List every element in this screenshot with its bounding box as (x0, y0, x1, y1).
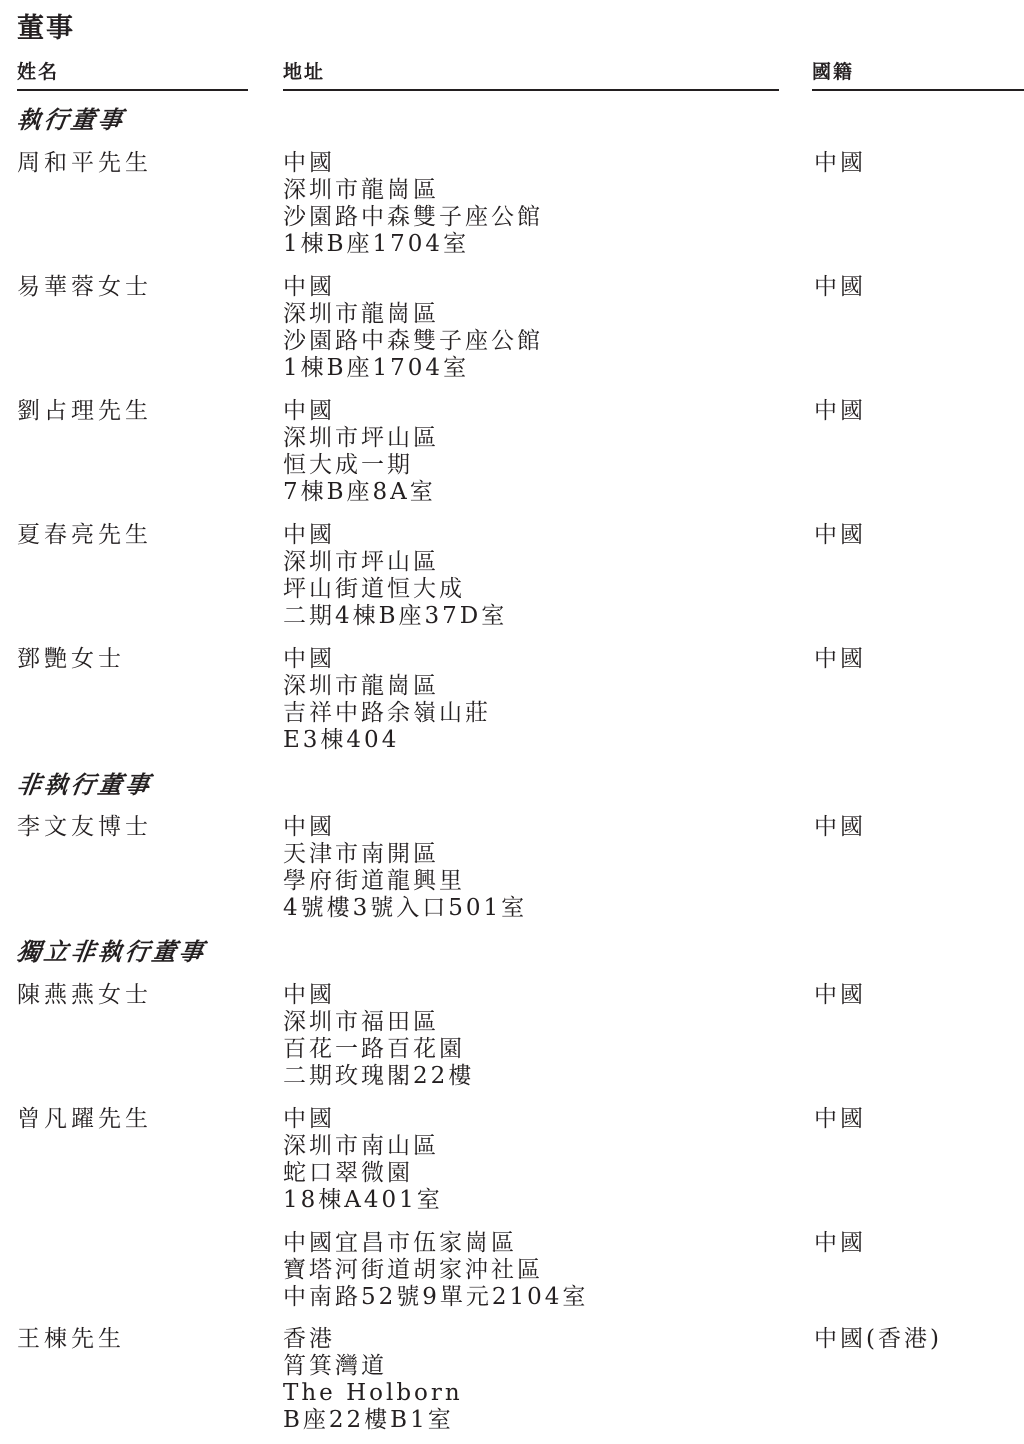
director-name: 曾凡躍先生 (17, 1106, 152, 1132)
address-line: 深圳市福田區 (283, 1009, 439, 1035)
address-line: 沙園路中森雙子座公館 (283, 204, 543, 230)
address-line: E3棟404 (283, 727, 400, 753)
column-header-name: 姓名 (17, 60, 248, 91)
address-line: 恒大成一期 (283, 452, 413, 478)
director-address (283, 150, 543, 258)
address-line: 18棟A401室 (283, 1187, 443, 1213)
director-address (283, 1230, 588, 1311)
address-line: 二期玫瑰閣22樓 (283, 1063, 475, 1089)
address-line: 坪山街道恒大成 (283, 576, 465, 602)
director-address (283, 274, 543, 382)
address-line: 中國 (283, 814, 335, 840)
director-nationality: 中國 (814, 1230, 866, 1256)
director-name: 劉占理先生 (17, 398, 152, 424)
director-address (283, 398, 439, 506)
director-nationality: 中國 (814, 398, 866, 424)
director-nationality: 中國 (814, 1106, 866, 1132)
address-line: 中國 (283, 398, 335, 424)
section-title-non-executive: 非執行董事 (15, 770, 155, 799)
address-line: 寶塔河街道胡家沖社區 (283, 1257, 543, 1283)
director-address (283, 522, 507, 630)
director-nationality: 中國 (814, 646, 866, 672)
address-line: The Holborn (283, 1380, 463, 1406)
address-line: 中國 (283, 274, 335, 300)
address-line: 二期4棟B座37D室 (283, 603, 508, 629)
director-address (283, 1106, 443, 1214)
address-line: 深圳市南山區 (283, 1133, 439, 1159)
address-line: 深圳市坪山區 (283, 425, 439, 451)
page-title: 董事 (17, 13, 75, 44)
address-line: 中南路52號9單元2104室 (283, 1284, 589, 1310)
director-nationality: 中國 (814, 522, 866, 548)
director-nationality: 中國(香港) (814, 1326, 942, 1352)
address-line: 中國 (283, 522, 335, 548)
section-title-independent: 獨立非執行董事 (15, 937, 209, 966)
address-line: 筲箕灣道 (283, 1353, 387, 1379)
address-line: 深圳市坪山區 (283, 549, 439, 575)
address-line: 天津市南開區 (283, 841, 439, 867)
director-name: 鄧艷女士 (17, 646, 125, 672)
column-header-nationality: 國籍 (812, 60, 1024, 91)
address-line: 4號樓3號入口501室 (283, 895, 528, 921)
address-line: B座22樓B1室 (283, 1407, 454, 1433)
director-address (283, 982, 474, 1090)
address-line: 中國宜昌市伍家崗區 (283, 1230, 517, 1256)
address-line: 7棟B座8A室 (283, 479, 436, 505)
address-line: 蛇口翠微園 (283, 1160, 413, 1186)
director-name: 夏春亮先生 (17, 522, 152, 548)
address-line: 百花一路百花園 (283, 1036, 465, 1062)
address-line: 香港 (283, 1326, 335, 1352)
director-name: 易華蓉女士 (17, 274, 152, 300)
director-name: 陳燕燕女士 (17, 982, 152, 1008)
address-line: 深圳市龍崗區 (283, 177, 439, 203)
director-address (283, 814, 527, 922)
director-name: 周和平先生 (17, 150, 152, 176)
address-line: 吉祥中路余嶺山莊 (283, 700, 491, 726)
director-name: 李文友博士 (17, 814, 152, 840)
director-nationality: 中國 (814, 274, 866, 300)
address-line: 中國 (283, 646, 335, 672)
director-address (283, 1326, 463, 1434)
address-line: 學府街道龍興里 (283, 868, 465, 894)
address-line: 深圳市龍崗區 (283, 673, 439, 699)
column-header-address: 地址 (283, 60, 779, 91)
address-line: 深圳市龍崗區 (283, 301, 439, 327)
director-nationality: 中國 (814, 982, 866, 1008)
address-line: 1棟B座1704室 (283, 231, 470, 257)
director-nationality: 中國 (814, 150, 866, 176)
address-line: 沙園路中森雙子座公館 (283, 328, 543, 354)
address-line: 中國 (283, 150, 335, 176)
director-address (283, 646, 491, 754)
address-line: 中國 (283, 1106, 335, 1132)
section-title-executive: 執行董事 (15, 105, 128, 134)
director-nationality: 中國 (814, 814, 866, 840)
director-name: 王棟先生 (17, 1326, 125, 1352)
address-line: 中國 (283, 982, 335, 1008)
address-line: 1棟B座1704室 (283, 355, 470, 381)
